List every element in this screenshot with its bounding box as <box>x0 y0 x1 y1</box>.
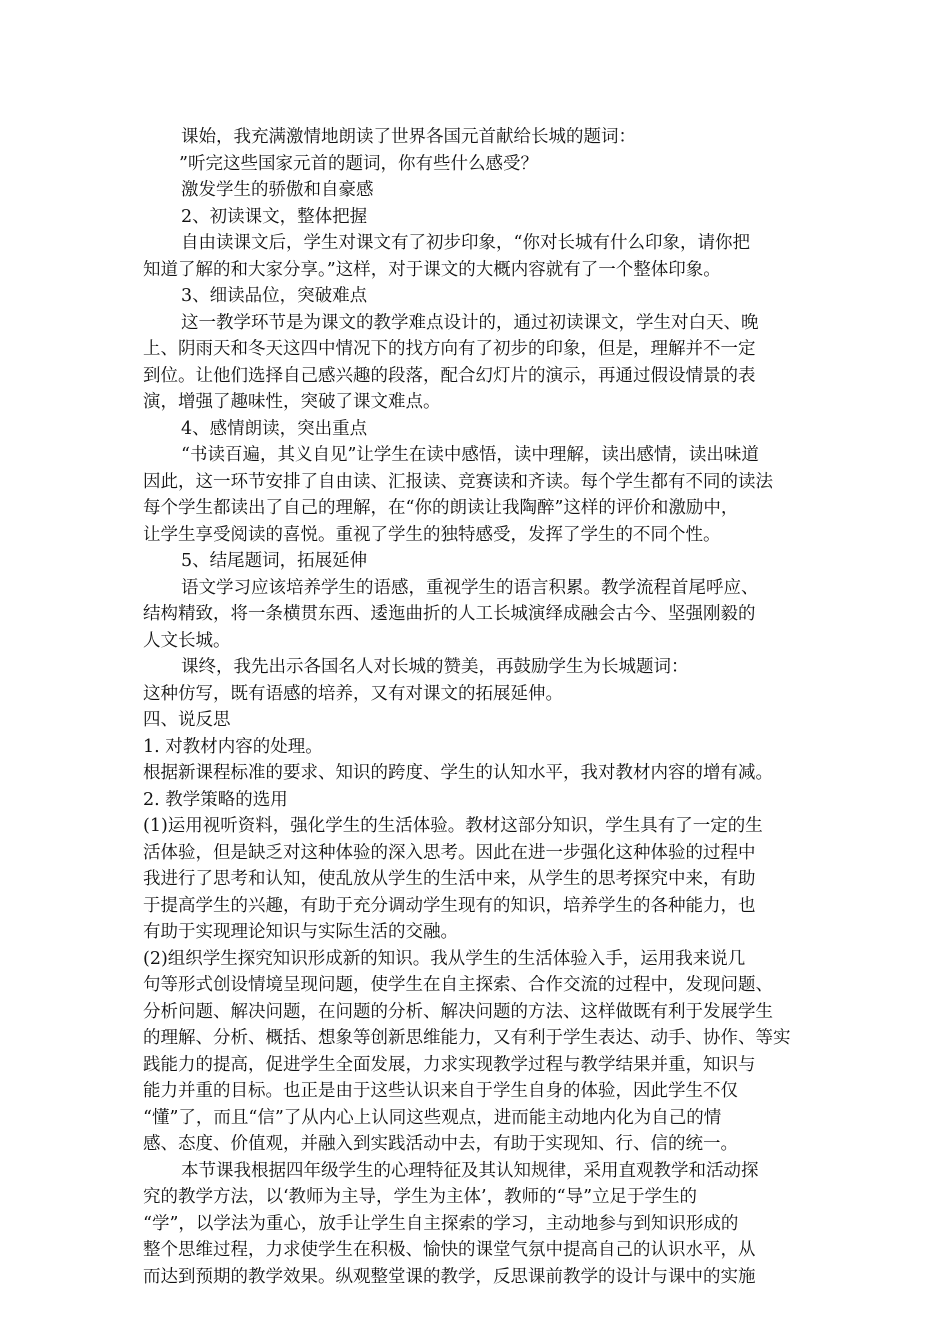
text-line: 能力并重的目标。也正是由于这些认识来自于学生自身的体验，因此学生不仅 <box>143 1081 738 1101</box>
text-line: 感、态度、价值观，并融入到实践活动中去，有助于实现知、行、信的统一。 <box>143 1134 738 1154</box>
text-line: 课终，我先出示各国名人对长城的赞美，再鼓励学生为长城题词： <box>181 657 689 677</box>
text-line: 自由读课文后，学生对课文有了初步印象，“你对长城有什么印象，请你把 <box>181 233 750 253</box>
text-line: 根据新课程标准的要求、知识的跨度、学生的认知水平，我对教材内容的增有减。 <box>143 763 773 783</box>
text-line: 究的教学方法，以‘教师为主导，学生为主体’，教师的“导”立足于学生的 <box>143 1187 698 1207</box>
text-line: “书读百遍，其义自见”让学生在读中感悟，读中理解，读出感情，读出味道 <box>181 445 759 465</box>
text-line: 四、说反思 <box>143 710 231 730</box>
text-line: 因此，这一环节安排了自由读、汇报读、竞赛读和齐读。每个学生都有不同的读法 <box>143 471 773 492</box>
text-line: 知道了解的和大家分享。”这样，对于课文的大概内容就有了一个整体印象。 <box>143 259 721 280</box>
document-body <box>143 124 811 1290</box>
text-line: 激发学生的骄傲和自豪感 <box>181 180 374 200</box>
text-line: 2、初读课文，整体把握 <box>181 206 368 227</box>
text-line: 4、感情朗读，突出重点 <box>181 418 368 439</box>
text-line: 上、阴雨天和冬天这四中情况下的找方向有了初步的印象，但是，理解并不一定 <box>143 339 756 359</box>
text-line: 每个学生都读出了自己的理解，在“你的朗读让我陶醉”这样的评价和激励中， <box>143 498 739 518</box>
text-line: 人文长城。 <box>143 630 231 651</box>
text-line: 结构精致，将一条横贯东西、逶迤曲折的人工长城演绎成融会古今、坚强刚毅的 <box>143 604 756 624</box>
text-line: 整个思维过程，力求使学生在积极、愉快的课堂气氛中提高自己的认识水平，从 <box>143 1240 756 1260</box>
text-line: 于提高学生的兴趣，有助于充分调动学生现有的知识，培养学生的各种能力，也 <box>143 895 756 916</box>
text-line: 分析问题、解决问题，在问题的分析、解决问题的方法、这样做既有利于发展学生 <box>143 1001 773 1022</box>
text-line: 有助于实现理论知识与实际生活的交融。 <box>143 922 458 942</box>
text-line: 践能力的提高，促进学生全面发展，力求实现教学过程与教学结果并重，知识与 <box>143 1054 756 1075</box>
text-line: 课始，我充满激情地朗读了世界各国元首献给长城的题词： <box>181 127 636 147</box>
text-line: 2. 教学策略的选用 <box>143 789 288 810</box>
text-line: 这一教学环节是为课文的教学难点设计的，通过初读课文，学生对白天、晚 <box>181 312 759 333</box>
text-line: 演，增强了趣味性，突破了课文难点。 <box>143 392 441 412</box>
text-line: 让学生享受阅读的喜悦。重视了学生的独特感受，发挥了学生的不同个性。 <box>143 524 721 545</box>
text-line: (2)组织学生探究知识形成新的知识。我从学生的生活体验入手，运用我来说几 <box>143 948 746 969</box>
text-line: “懂”了，而且“信”了从内心上认同这些观点，进而能主动地内化为自己的情 <box>143 1107 722 1128</box>
text-line: 3、细读品位，突破难点 <box>181 286 368 306</box>
text-line: “学”，以学法为重心，放手让学生自主探索的学习，主动地参与到知识形成的 <box>143 1213 739 1234</box>
text-line: 的理解、分析、概括、想象等创新思维能力，又有利于学生表达、动手、协作、等实 <box>143 1028 791 1048</box>
text-line: 语文学习应该培养学生的语感，重视学生的语言积累。教学流程首尾呼应、 <box>181 577 759 598</box>
text-line: 而达到预期的教学效果。纵观整堂课的教学，反思课前教学的设计与课中的实施 <box>143 1266 756 1287</box>
text-line: 活体验，但是缺乏对这种体验的深入思考。因此在进一步强化这种体验的过程中 <box>143 842 756 863</box>
text-line: 本节课我根据四年级学生的心理特征及其认知规律，采用直观教学和活动探 <box>181 1160 759 1181</box>
text-line: 我进行了思考和认知，使乱放从学生的生活中来，从学生的思考探究中来，有助 <box>143 869 756 889</box>
text-line: 5、结尾题词，拓展延伸 <box>181 551 368 571</box>
text-line: 句等形式创设情境呈现问题，使学生在自主探索、合作交流的过程中，发现问题、 <box>143 975 773 995</box>
text-line: ”听完这些国家元首的题词，你有些什么感受？ <box>179 153 538 174</box>
text-line: 1. 对教材内容的处理。 <box>143 736 323 757</box>
text-line: 这种仿写，既有语感的培养，又有对课文的拓展延伸。 <box>143 683 563 704</box>
text-line: (1)运用视听资料，强化学生的生活体验。教材这部分知识，学生具有了一定的生 <box>143 816 763 836</box>
text-line: 到位。让他们选择自己感兴趣的段落，配合幻灯片的演示，再通过假设情景的表 <box>143 365 756 386</box>
